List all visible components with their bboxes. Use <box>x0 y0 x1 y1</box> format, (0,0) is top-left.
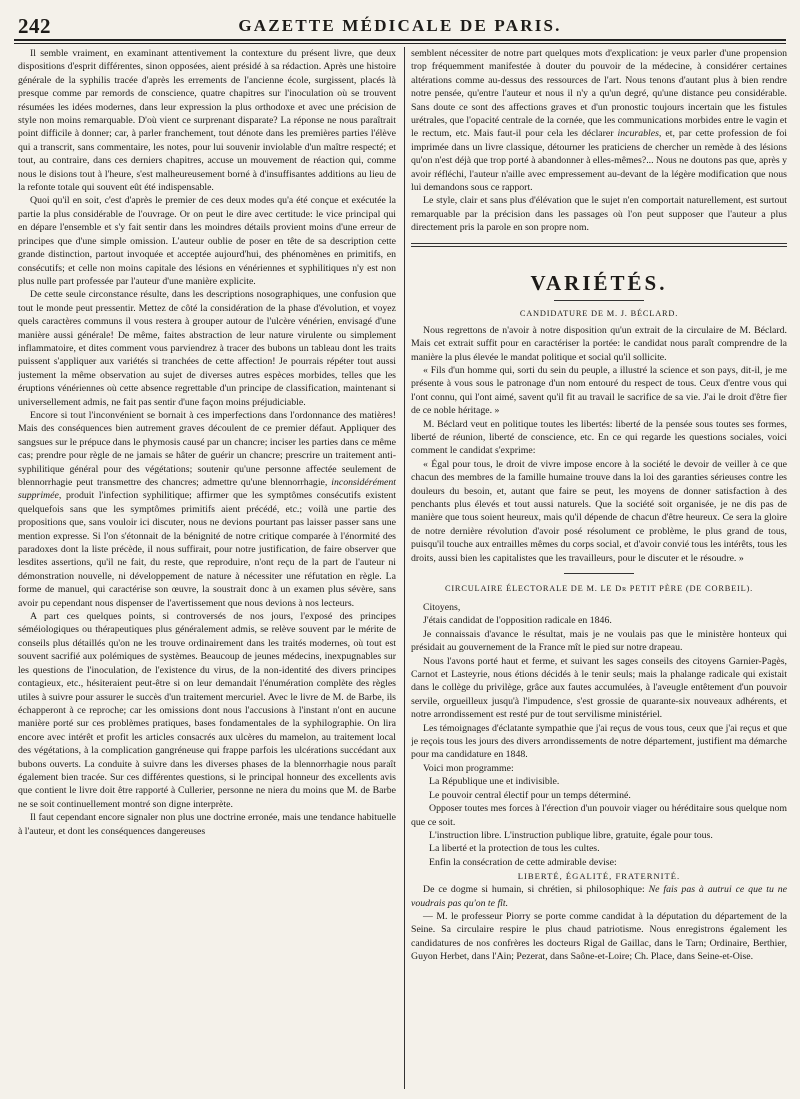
closing-italic: Ne fais pas à autrui ce que tu ne voudrais pas qu'on te fît. <box>411 884 787 909</box>
circulaire-paragraph-4: Les témoignages d'éclatante sympathie que j'ai reçus de vous tous, ceux que j'ai reçus et que je reçois tous les jours des divers arrondissements de notre département, justifient ma démarche pour ma candidature en 1848. <box>411 722 787 761</box>
circulaire-paragraph-1: J'étais candidat de l'opposition radicale en 1846. <box>423 615 612 627</box>
article-paragraph-1: Il semble vraiment, en examinant attentivement la contexture du présent livre, que deux dispositions d'esprit différentes, sinon opposées, aient présidé à sa rédaction. Après une histoire générale de la syphilis tracée d'après les errements de l'ancienne école, surgissent, placés là presque comme par remords de conscience, quatre chapitres sur l'inoculation où se trouvent résumées les idées modernes, dans leur expression la plus orthodoxe et avec une précision de style non moins remarquable. D'où vient ce surprenant disparate? La réponse ne nous paraîtrait point difficile à donner; car, à parler franchement, tout dénote dans les premières parties l'élève qui a transcrit, sans commentaire, les notes, pour lui souvenir inviolable d'un maître respecté; et tout, au contraire, dans ces derniers chapitres, accuse un mouvement de réaction qui, comme nous le disions tout à l'heure, s'est malheureusement borné à d'insuffisantes additions au lieu de la refonte totale qui souvent eût été indispensable. <box>18 48 396 194</box>
beclard-quote-1: « Fils d'un homme qui, sorti du sein du peuple, a illustré la science et son pays, dit-il, je me présente à vous sous le patronage d'un nom entouré du respect de tous. Ceux d'entre vous qui l'ont connu, qui l'ont aimé, savent qu'il fit au travail le sacrifice de sa vie. J'ai le droit d'être fier de ce noble héritage. » <box>411 364 787 417</box>
motto: LIBERTÉ, ÉGALITÉ, FRATERNITÉ. <box>517 871 681 882</box>
program-item: La liberté et la protection de tous les cultes. <box>429 843 600 855</box>
closing-text: De ce dogme si humain, si chrétien, si philosophique: <box>423 884 649 896</box>
program-list <box>411 775 787 869</box>
program-item: Enfin la consécration de cette admirable devise: <box>429 856 617 868</box>
column-divider <box>404 47 405 1089</box>
page-number: 242 <box>18 14 51 38</box>
italic-phrase: inconsidérément supprimée <box>18 477 396 502</box>
article-paragraph-3: De cette seule circonstance résulte, dans les descriptions nosographiques, une confusion que tout le monde peut pressentir. Mettez de côté la considération de la phase d'évolution, et voyez quels caractères communs il vous restera à grouper autour de l'ulcère vénérien, envisagé d'une manière aussi générale! De même, faites abstraction de leur nature virulente ou simplement inflammatoire, et dites comment vous parviendrez à tracer des bubons un tableau dont les traits puissent s'appliquer aux variétés si tranchées de cette affection! Je pourrais répéter tout aussi justement la même observation au sujet de diverses autres espèces morbides, telles que les éruptions vénériennes où cette absence regrettable d'un principe de classification, maintenant si universellement admis, ne fait pas sentir d'une façon moins préjudiciable. <box>18 289 396 408</box>
varietes-mid: M. Béclard veut en politique toutes les libertés: liberté de la pensée sous toutes ses formes, liberté de réunion, liberté de conscience, etc. En ce qui regarde les questions sociales, voici comment le candidat s'exprime: <box>411 418 787 457</box>
right-column <box>411 47 787 1089</box>
candidates-note: — M. le professeur Piorry se porte comme candidat à la députation du département de la Seine. Sa circulaire respire le plus chaud patriotisme. Nous enregistrons également les candidatures de nos confrères les docteurs Rigal de Gaillac, dans le Tarn; Ordinaire, Berthier, Guyon Herbet, dans l'Ain; Pezerat, dans Saône-et-Loire; Ch. Place, dans Seine-et-Oise. <box>411 910 787 963</box>
program-item: Opposer toutes mes forces à l'érection d'un pouvoir viager ou héréditaire sous quelque nom que ce soit. <box>411 803 787 828</box>
program-item: L'instruction libre. L'instruction publique libre, gratuite, égale pour tous. <box>429 829 713 841</box>
journal-title: GAZETTE MÉDICALE DE PARIS. <box>238 16 562 35</box>
section-separator <box>411 243 787 244</box>
left-column <box>18 47 396 1089</box>
header-rule <box>14 39 786 41</box>
program-item: Le pouvoir central électif pour un temps déterminé. <box>429 789 631 801</box>
article-paragraph-2: Quoi qu'il en soit, c'est d'après le premier de ces deux modes qu'a été conçue et exécutée la partie la plus considérable de l'ouvrage. Or on peut le dire avec certitude: le vice principal qui en dépare l'ensemble et s'y fait sentir dans les moindres détails provient moins d'une erreur de principes que d'une simple omission. L'auteur oublie de poser en tête de sa description cette grande distinction, partout invoquée et acceptée aujourd'hui, des phénomènes en primitifs, en consécutifs; et celle non moins capitale des lésions en vénériennes et syphilitiques n'y est non plus nulle part professée par l'auteur d'une manière explicite. <box>18 195 396 287</box>
continuation-paragraph-2: Le style, clair et sans plus d'élévation que le sujet n'en comportait naturellement, est surtout remarquable par la précision dans les passages où l'on peut supposer que l'auteur a plus directement pris la parole en son propre nom. <box>411 195 787 234</box>
continuation-paragraph-1: semblent nécessiter de notre part quelques mots d'explication: je veux parler d'une propension trop fréquemment manifestée à douter du pouvoir de la médecine, à considérer certaines altérations comme au-dessus des ressources de l'art. Nous tenons d'autant plus à bien rendre notre pensée, qu'entre l'auteur et nous il n'y a qu'un degré, qu'une distance peu considérable. Sans doute ce sont des affections graves et d'un pronostic toujours incertain que les fistules urétrales, que l'opacité centrale de la cornée, que les communications morbides entre le vagin et le rectum, etc. Mais faut-il pour cela les déclarer incurables, et, par cette profession de foi imprimée dans un livre classique, détourner les praticiens de chercher un remède à des lésions qu'on n'est déjà que trop porté à abandonner à elles-mêmes?... Nous ne doutons pas que, après y avoir réfléchi, l'auteur n'aille avec empressement au-devant de la légère modification que nous lui demandons sous ce rapport. <box>411 48 787 194</box>
page-header <box>14 12 786 40</box>
article-rule <box>564 573 634 574</box>
article-paragraph-6: Il faut cependant encore signaler non plus une doctrine erronée, mais une tendance habituelle à l'auteur, et dont les conséquences dangereuses <box>18 812 396 837</box>
article-paragraph-4: Encore si tout l'inconvénient se bornait à ces imperfections dans l'ordonnance des matières! Mais des conséquences bien autrement graves découlent de ce premier défaut. Appliquer des sangsues sur le prépuce dans le phymosis causé par un chancre; inciser les parties dans ce même cas; prendre pour règle de ne jamais se hâter de guérir un chancre; prescrire un traitement anti-syphilitique général pour des végétations; soutenir qu'une personne affectée seulement de blennorrhagie peut transmettre des chancres; admettre qu'une blennorrhagie, inconsidérément supprimée, produit l'infection syphilitique; affirmer que les symptômes consécutifs existent quelquefois sans que les symptômes primitifs aient précédé, etc.; voilà une partie des propositions que, sans vouloir ici discuter, nous ne devions pourtant pas laisser passer sans une mention expresse. Si l'on s'étonnait de la bénignité de notre critique comparée à l'énormité des paradoxes dont la liste précède, il nous suffirait, pour notre justification, de faire observer que lesdites assertions, qu'il ne fait, du reste, que reproduire, n'ont reçu de la part de l'auteur ni démonstration nouvelle, ni développement de nature à nécessiter une réfutation en règle. La forme de manuel, qui caractérise son œuvre, la soustrait donc à un examen plus sévère, sans avoir pu cependant nous dispenser de l'avertissement que nous devions à nos lecteurs. <box>18 409 396 609</box>
varietes-intro: Nous regrettons de n'avoir à notre disposition qu'un extrait de la circulaire de M. Béclard. Mais cet extrait suffit pour en caractériser la portée: le candidat nous paraît comprendre de la manière la plus élevée le mandat politique et social qu'il sollicite. <box>411 324 787 363</box>
circulaire-paragraph-3: Nous l'avons porté haut et ferme, et suivant les sages conseils des citoyens Garnier-Pagès, Carnot et Lasteyrie, nous étions décidés à le tenir seuls; mais la phalange radicale qui existait dans le collège du privilège, grâce aux fautes accumulées, à l'aveugle entêtement d'un pouvoir servile, orgueilleux jusqu'à l'impudence, s'est grossie de quarante-six nouveaux adhérents, et notre arrondissement est resté pur de tout servilisme ministériel. <box>411 655 787 721</box>
program-item: La République une et indivisible. <box>429 776 560 788</box>
section-heading-varietes: VARIÉTÉS. <box>530 270 668 295</box>
header-rule-thin <box>14 43 786 44</box>
article-paragraph-5: A part ces quelques points, si controversés de nos jours, l'exposé des principes séméiologiques ou thérapeutiques plus généralement admis, se relève souvent par le mérite de conseils plus détaillés qu'on ne les trouve ordinairement dans les traités modernes, où tout est souvent sacrifié aux polémiques de systèmes. Beaucoup de jeunes médecins, inexpugnables sur les questions de l'inoculation, de l'existence du virus, de la non-identité des divers principes contagieux, etc., hésiteraient peut-être si on leur demandait l'énumération complète des règles utiles à suivre pour assurer le succès d'un traitement mercuriel. Avec le livre de M. de Barbe, ils échapperont à ce reproche; car les omissions dont nous l'accusions à l'instant n'ont en aucune manière porté sur ces problèmes pratiques, bases fondamentales de la syphilographie. On lira encore avec intérêt et profit les articles consacrés aux ulcères du mamelon, au traitement local des végétations, à la complication gangréneuse qui frappe parfois les ulcérations succédant aux bubons ouverts. La conduite à suivre dans les diverses phases de la blennorrhagie nous paraît également bien tracée. Sur ces différentes questions, si le principal honneur des excellents avis que contient le livre doit être rapporté à Cullerier, personne ne niera du moins que M. de Barbe ne se soit continuellement montré son digne interprète. <box>18 611 396 810</box>
circulaire-salutation: Citoyens, <box>423 602 461 613</box>
circulaire-paragraph-5: Voici mon programme: <box>423 762 514 774</box>
subhead-candidature: CANDIDATURE DE M. J. BÉCLARD. <box>519 308 679 318</box>
italic-word: incurables <box>617 128 659 140</box>
circulaire-paragraph-2: Je connaissais d'avance le résultat, mais je ne voulais pas que le ministère honteux qui présidait au gouvernement de la France mît le pied sur notre drapeau. <box>411 628 787 654</box>
heading-rule <box>554 300 644 301</box>
beclard-quote-2: « Égal pour tous, le droit de vivre impose encore à la société le devoir de veiller à ce que chacun des membres de la famille humaine trouve dans la loi des garanties sérieuses contre les douleurs du besoin, et, autant que faire se peut, les moyens de donner satisfaction à des penchants plus élevés et tout aussi naturels. Que la société soit organisée, je ne dis pas de manière que tous soient heureux, mais qu'il dépende de chacun d'être heureux. Ce sera la gloire de notre dernière révolution d'avoir posé résolument ce problème, le plus grand de tous, puisqu'il touche aux entrailles mêmes du corps social, et d'avoir convié tous les intérêts, tous les droits, aussi bien les capitalistes que les travailleurs, pour le discuter et le résoudre. » <box>411 458 787 564</box>
subhead-circulaire: CIRCULAIRE ÉLECTORALE DE M. LE Dr PETIT PÈRE (DE CORBEIL). <box>444 584 754 593</box>
circulaire-closing <box>411 883 787 910</box>
